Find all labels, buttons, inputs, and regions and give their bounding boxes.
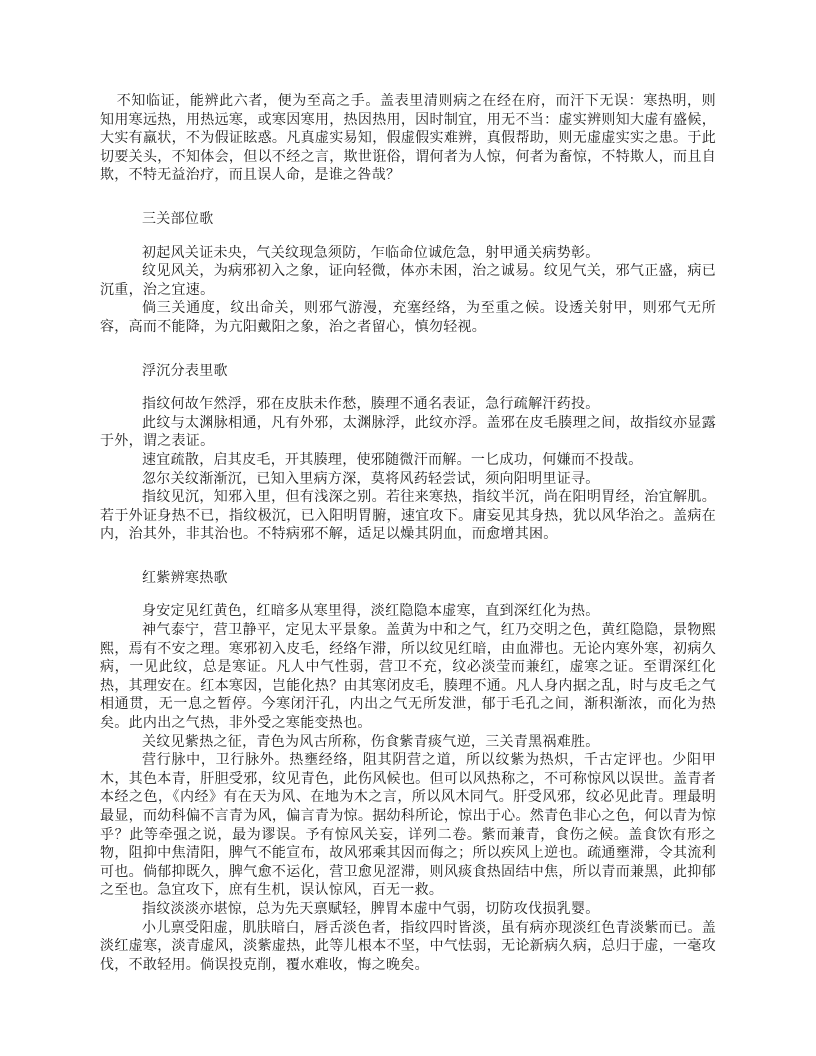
verse-sanguan: 初起风关证未央，气关纹现急须防，乍临命位诚危急，射甲通关病势彰。 <box>142 245 600 261</box>
section-heading-hongzi-hanre-ge: 红紫辨寒热歌 <box>142 570 228 586</box>
verse-fu: 指纹何故乍然浮，邪在皮肤未作愁，腠理不通名表证，急行疏解汗药投。 <box>142 397 600 413</box>
verse-chen: 忽尔关纹渐渐沉，已知入里病方深，莫将风药轻尝试，须向阳明里证寻。 <box>142 471 600 487</box>
paragraph: 此纹与太渊脉相通，凡有外邪，太渊脉浮，此纹亦浮。盖邪在皮毛腠理之间，故指纹亦显露于外，谓之表证。 <box>100 415 716 450</box>
paragraph: 小儿禀受阳虚，肌肤暗白，唇舌淡色者，指纹四时皆淡，虽有病亦现淡红色青淡紫而已。盖淡红虚寒，淡青虚风，淡紫虚热，此等儿根本不坚，中气怯弱，无论新病久病，总归于虚，一毫攻伐，不敢轻用。倘误投克削，覆水难收，悔之晚矣。 <box>100 920 716 973</box>
paragraph-intro: 不知临证，能辨此六者，便为至高之手。盖表里清则病之在经在府，而汗下无误：寒热明，则知用寒远热，用热远寒，或寒因寒用，热因热用，因时制宜，用无不当：虚实辨则知大虚有盛候，大实有羸状，不为假证眩惑。凡真虚实易知，假虚假实难辨，真假帮助，则无虚虚实实之患。于此切要关头，不知体会，但以不经之言，欺世诳俗，谓何者为人惊，何者为畜惊，不特欺人，而且自欺，不特无益治疗，而且误人命，是谁之咎哉？ <box>100 94 716 184</box>
section-heading-fuchen-biaoli-ge: 浮沉分表里歌 <box>142 363 228 379</box>
paragraph: 倘三关通度，纹出命关，则邪气游漫，充塞经络，为至重之候。设透关射甲，则邪气无所容，高而不能降，为亢阳戴阳之象，治之者留心，慎勿轻视。 <box>100 301 716 335</box>
verse-hong: 身安定见红黄色，红暗多从寒里得，淡红隐隐本虚寒，直到深红化为热。 <box>142 604 600 620</box>
verse-dan: 指纹淡淡亦堪惊，总为先天禀赋轻，脾胃本虚中气弱，切防攻伐损乳婴。 <box>142 901 600 917</box>
paragraph: 神气泰宁，营卫静平，定见太平景象。盖黄为中和之气，红乃交明之色，黄红隐隐，景物熙熙，焉有不安之理。寒邪初入皮毛，经络乍滞，所以纹见红暗，由血滞也。无论内寒外寒，初病久病，一见此纹，总是寒证。凡人中气性弱，营卫不充，纹必淡莹而兼红，虚寒之证。至谓深红化热，其理安在。红本寒因，岂能化热？由其寒闭皮毛，腠理不通。凡人身内据之乱，时与皮毛之气相通贯，无一息之暂停。今寒闭汗孔，内出之气无所发泄，郁于毛孔之间，渐积渐浓，而化为热矣。此内出之气热，非外受之寒能变热也。 <box>100 623 716 732</box>
section-heading-sanguan-buwei-ge: 三关部位歌 <box>142 211 214 227</box>
paragraph: 营行脉中，卫行脉外。热壅经络，阻其阴营之道，所以纹紫为热炽，千古定评也。少阳甲木，其色本青，肝胆受邪，纹见青色，此伤风候也。但可以风热称之，不可称惊风以误世。盖青者本经之色，《内经》有在天为风、在地为木之言，所以风木同气。肝受风邪，纹必见此青。理最明最显，而幼科偏不言青为风，偏言青为惊。据幼科所论，惊出于心。然青色非心之色，何以青为惊乎？此等牵强之说，最为谬误。予有惊风关妄，详列二卷。紫而兼青，食伤之候。盖食饮有形之物，阻抑中焦清阳，脾气不能宣布，故风邪乘其因而侮之；所以疾风上逆也。疏通壅滞，令其流利可也。倘郁抑既久，脾气愈不运化，营卫愈见涩滞，则风痰食热固结中焦，所以青而兼黑，此抑郁之至也。急宜攻下，庶有生机，误认惊风，百无一救。 <box>100 753 716 899</box>
paragraph: 纹见风关，为病邪初入之象，证向轻微，体亦未困，治之诚易。纹见气关，邪气正盛，病已沉重，治之宜速。 <box>100 264 716 298</box>
paragraph: 速宜疏散，启其皮毛，开其腠理，使邪随微汗而解。一匕成功，何嫌而不投哉。 <box>142 452 643 468</box>
verse-zi: 关纹见紫热之征，青色为风古所称，伤食紫青痰气逆，三关青黑祸难胜。 <box>142 734 600 750</box>
paragraph: 指纹见沉，知邪入里，但有浅深之别。若往来寒热，指纹半沉，尚在阳明胃经，治宜解肌。若于外证身热不已，指纹极沉，已入阳明胃腑，速宜攻下。庸妄见其身热，犹以风华治之。盖病在内，治其外，非其治也。不特病邪不解，适足以燥其阴血，而愈增其困。 <box>100 490 716 543</box>
